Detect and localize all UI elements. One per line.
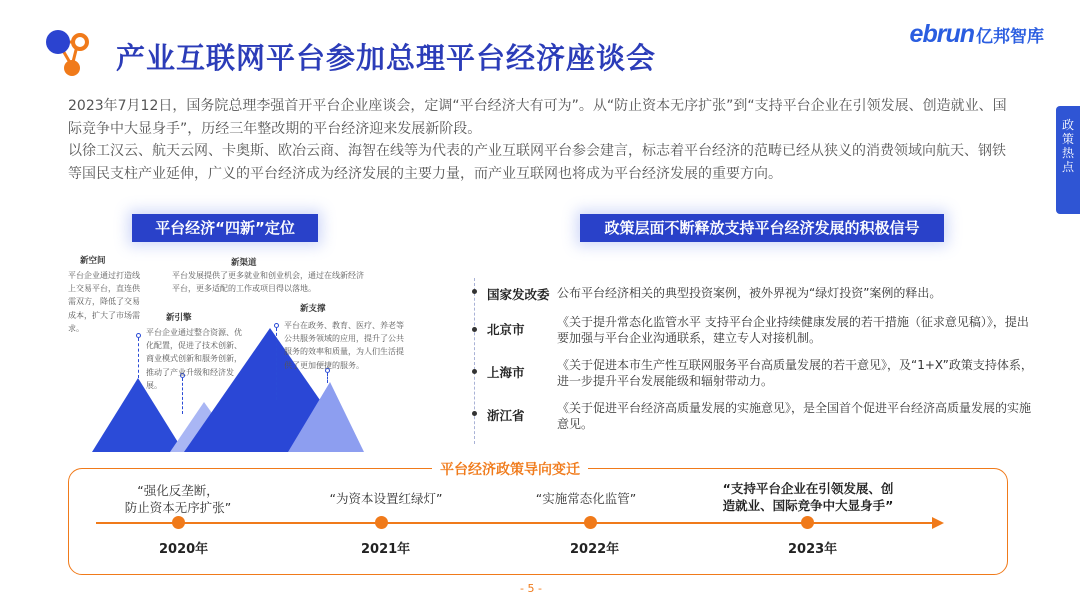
timeline-quote-2021: “为资本设置红绿灯” bbox=[329, 491, 443, 506]
quote-line: 防止资本无序扩张” bbox=[124, 500, 232, 515]
intro-text bbox=[68, 95, 1008, 185]
timeline-year: 2021年 bbox=[361, 542, 411, 557]
policy-source-name: 上海市 bbox=[487, 365, 525, 380]
page-number: - 5 - bbox=[520, 582, 542, 595]
label-new-engine: 新引擎 bbox=[166, 313, 192, 323]
side-tab-char: 策 bbox=[1061, 132, 1074, 146]
policy-timeline-title: 平台经济政策导向变迁 bbox=[432, 459, 588, 479]
label-new-channel: 新渠道 bbox=[231, 258, 257, 268]
policy-dot bbox=[472, 411, 477, 416]
timeline-year: 2020年 bbox=[159, 542, 209, 557]
brand-logo-cn: 亿邦智库 bbox=[976, 27, 1044, 47]
desc-new-support: 平台在政务、教育、医疗、养老等公共服务领域的应用，提升了公共服务的效率和质量，为人们生活提供了更加便捷的服务。 bbox=[284, 321, 404, 370]
desc-new-space: 平台企业通过打造线上交易平台，直连供需双方，降低了交易成本，扩大了市场需求。 bbox=[68, 271, 140, 333]
policy-vertical-line bbox=[474, 278, 475, 444]
timeline-quote-2023 bbox=[696, 480, 920, 514]
intro-paragraph: 以徐工汉云、航天云网、卡奥斯、欧冶云商、海智在线等为代表的产业互联网平台参会建言，标志着平台经济的范畴已经从狭义的消费领域向航天、钢铁等国民支柱产业延伸，广义的平台经济成为经济发展的主要力量，而产业互联网也将成为平台经济发展的重要方向。 bbox=[68, 143, 1006, 182]
quote-line: 造就业、国际竞争中大显身手” bbox=[722, 498, 894, 513]
policy-dot bbox=[472, 369, 477, 374]
timeline-dot-2022 bbox=[584, 516, 597, 529]
page-title: 产业互联网平台参加总理平台经济座谈会 bbox=[116, 41, 657, 75]
four-new-positioning-heading: 平台经济“四新”定位 bbox=[132, 214, 318, 242]
timeline-dot-2020 bbox=[172, 516, 185, 529]
policy-source-text: 《关于促进平台经济高质量发展的实施意见》，是全国首个促进平台经济高质量发展的实施意见。 bbox=[557, 401, 1032, 431]
policy-dot bbox=[472, 289, 477, 294]
pin-stick bbox=[327, 373, 328, 383]
pin-dot bbox=[274, 323, 279, 328]
quote-line: “强化反垄断， bbox=[137, 483, 219, 498]
desc-new-channel: 平台发展提供了更多就业和创业机会，通过在线新经济平台，更多适配的工作或项目得以落地。 bbox=[172, 271, 364, 294]
pin-stick bbox=[276, 328, 277, 400]
policy-source-text: 《关于促进本市生产性互联网服务平台高质量发展的若干意见》，及“1+X”政策支持体系，进一步提升平台发展能级和辐射带动力。 bbox=[557, 358, 1033, 388]
timeline-dot-2021 bbox=[375, 516, 388, 529]
label-new-space: 新空间 bbox=[80, 256, 106, 266]
pin-stick bbox=[138, 338, 139, 378]
intro-paragraph: 2023年7月12日，国务院总理李强首开平台企业座谈会，定调“平台经济大有可为”。从“防止资本无序扩张”到“支持平台企业在引领发展、创造就业、国际竞争中大显身手”，历经三年整改期的平台经济迎来发展新阶段。 bbox=[68, 98, 1007, 137]
timeline-year: 2023年 bbox=[788, 542, 838, 557]
timeline-quote-2022: “实施常态化监管” bbox=[535, 491, 637, 506]
policy-source-text: 《关于提升常态化监管水平 支持平台企业持续健康发展的若干措施（征求意见稿）》，提出要加强与平台企业沟通联系，建立专人对接机制。 bbox=[557, 315, 1029, 345]
side-tab-char: 热 bbox=[1061, 146, 1074, 160]
timeline-quote-2020 bbox=[108, 482, 248, 516]
brand-logo-en: ebrun bbox=[909, 20, 974, 48]
desc-new-engine: 平台企业通过整合资源、优化配置，促进了技术创新、商业模式创新和服务创新，推动了产业升级和经济发展。 bbox=[146, 328, 242, 390]
quote-line: “支持平台企业在引领发展、创 bbox=[722, 481, 894, 496]
side-tab-policy-hotspot[interactable] bbox=[1056, 106, 1080, 214]
side-tab-char: 点 bbox=[1061, 160, 1074, 174]
policy-source-name: 北京市 bbox=[487, 322, 525, 337]
policy-signals-heading: 政策层面不断释放支持平台经济发展的积极信号 bbox=[580, 214, 944, 242]
logo-icon bbox=[44, 28, 96, 80]
timeline-arrow-head bbox=[932, 517, 944, 529]
policy-source-text: 公布平台经济相关的典型投资案例，被外界视为“绿灯投资”案例的释出。 bbox=[557, 286, 942, 300]
side-tab-char: 政 bbox=[1061, 118, 1074, 132]
timeline-year: 2022年 bbox=[570, 542, 620, 557]
brand-logo bbox=[910, 20, 1044, 49]
timeline-dot-2023 bbox=[801, 516, 814, 529]
policy-source-name: 国家发改委 bbox=[487, 287, 550, 302]
policy-dot bbox=[472, 327, 477, 332]
policy-source-name: 浙江省 bbox=[487, 408, 525, 423]
label-new-support: 新支撑 bbox=[300, 304, 326, 314]
